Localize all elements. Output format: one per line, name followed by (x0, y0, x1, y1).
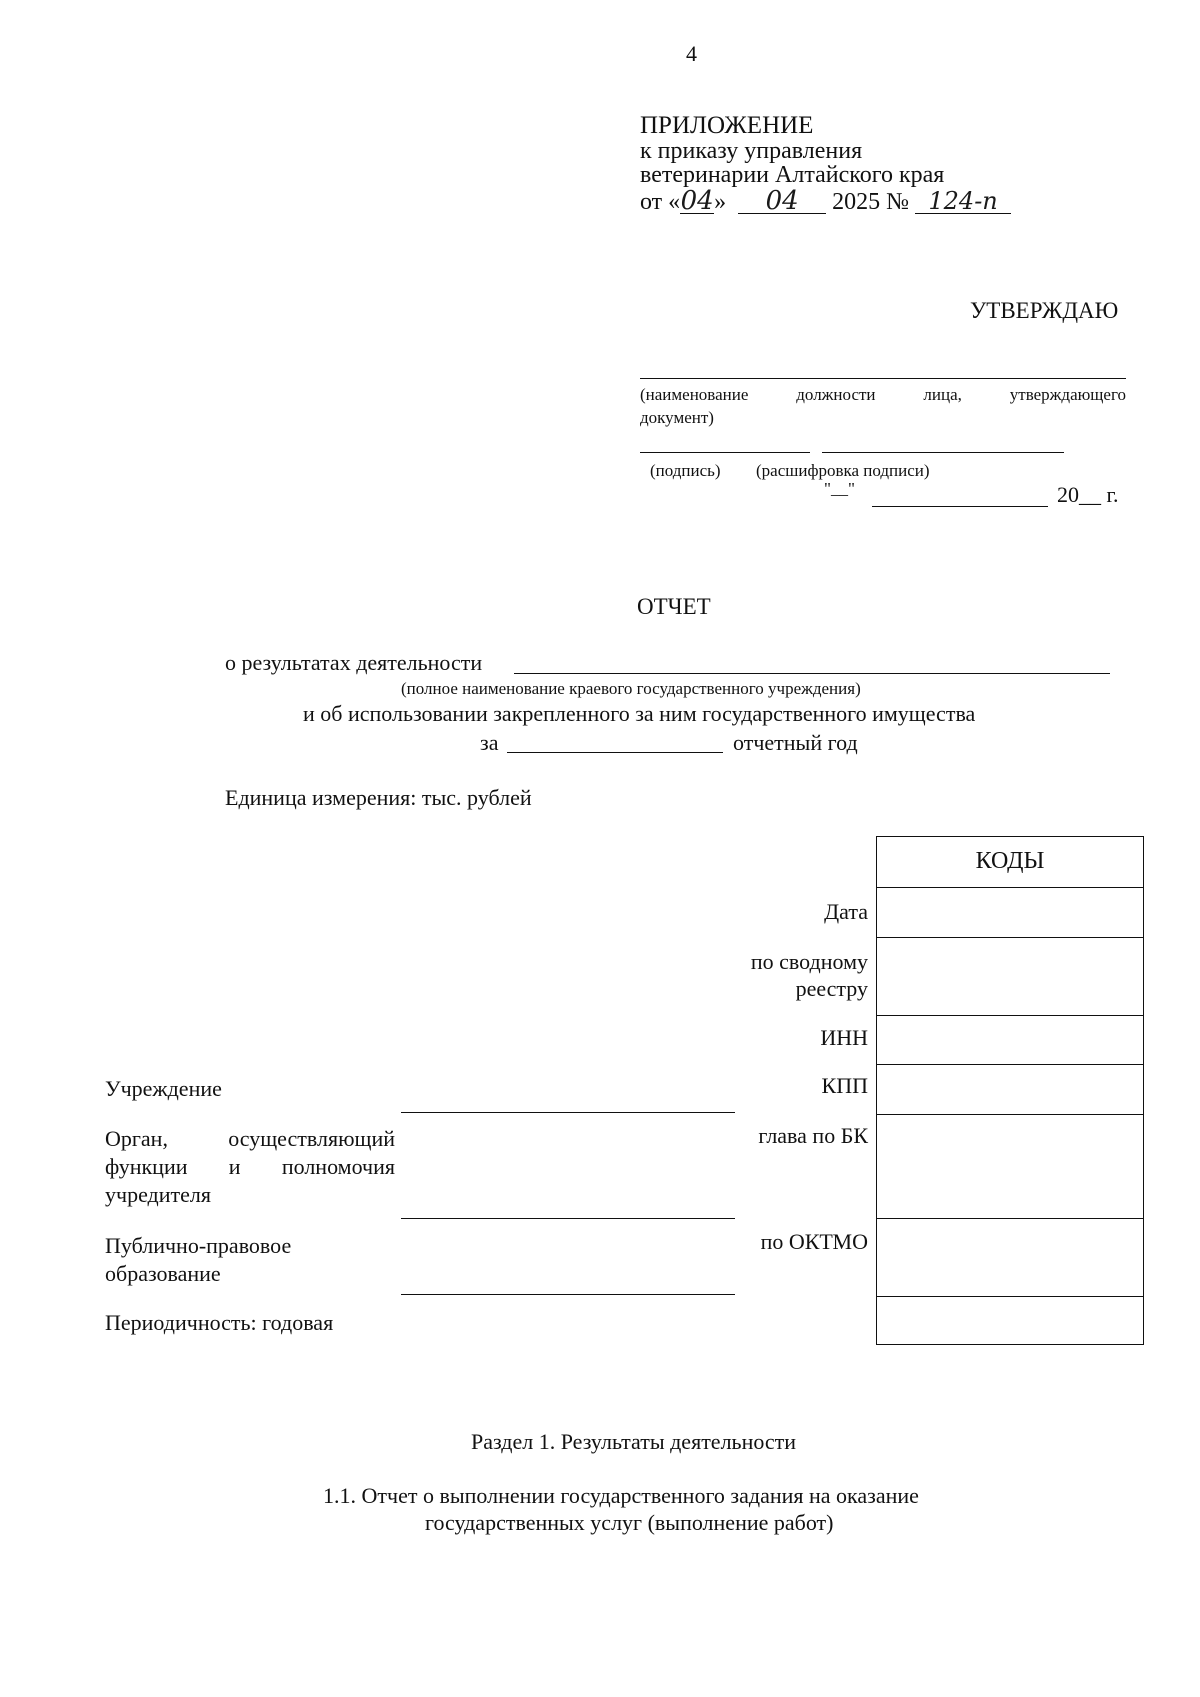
page-number: 4 (686, 41, 697, 66)
section-subtitle-1: 1.1. Отчет о выполнении государственного задания на оказание (323, 1483, 919, 1508)
founder-line-3: учредителя (105, 1182, 211, 1207)
founder-word-1: Орган, (105, 1126, 168, 1151)
code-cell-bk (877, 1114, 1143, 1218)
signature-line (640, 452, 810, 453)
founder-line (401, 1218, 735, 1219)
field-institution: Учреждение (105, 1076, 222, 1101)
codes-header: КОДЫ (975, 848, 1045, 874)
label-registry-2: реестру (795, 976, 868, 1001)
label-kpp: КПП (821, 1073, 868, 1098)
report-line-1: о результатах деятельности (225, 650, 483, 675)
founder-word-3: функции (105, 1154, 188, 1179)
report-for: за (480, 730, 499, 755)
field-public-1: Публично-правовое (105, 1233, 292, 1258)
institution-name-line (514, 673, 1110, 674)
appendix-date-line (640, 187, 1011, 217)
label-inn: ИНН (820, 1025, 868, 1050)
decoding-line (822, 452, 1064, 453)
signature-caption: (подпись) (650, 461, 721, 480)
code-cell-inn (877, 1015, 1143, 1064)
position-caption-2: документ) (640, 408, 714, 427)
appendix-title: ПРИЛОЖЕНИЕ (640, 112, 814, 139)
unit-of-measure: Единица измерения: тыс. рублей (225, 785, 532, 810)
year-line (507, 752, 723, 753)
report-period: отчетный год (733, 730, 858, 755)
appendix-line-2: ветеринарии Алтайского края (640, 162, 945, 188)
report-line-2: и об использовании закрепленного за ним государственного имущества (303, 701, 976, 726)
field-founder (105, 1125, 395, 1209)
founder-word-2: осуществляющий (228, 1126, 395, 1151)
approval-date-quotes: "__" (824, 479, 855, 498)
date-prefix: от « (640, 189, 681, 215)
approval-year: 20__ г. (1057, 482, 1119, 507)
position-caption: (наименование должности лица, утверждающего (640, 385, 1126, 404)
code-cell-oktmo (877, 1218, 1143, 1296)
code-cell-kpp (877, 1064, 1143, 1114)
date-month: 04 (738, 189, 826, 214)
label-bk: глава по БК (758, 1123, 868, 1148)
approval-month-line (872, 506, 1048, 507)
order-number: 124-п (915, 189, 1011, 214)
code-cell-date (877, 887, 1143, 937)
section-title: Раздел 1. Результаты деятельности (471, 1429, 797, 1454)
appendix-line-1: к приказу управления (640, 138, 863, 164)
institution-caption: (полное наименование краевого государственного учреждения) (401, 679, 861, 698)
date-day: 04 (680, 186, 714, 216)
date-year: 2025 № (832, 189, 910, 215)
report-title: ОТЧЕТ (637, 594, 711, 619)
section-subtitle-2: государственных услуг (выполнение работ) (425, 1510, 834, 1535)
appendix-block (640, 112, 1011, 217)
approval-title: УТВЕРЖДАЮ (970, 298, 1119, 323)
position-line (640, 378, 1126, 379)
institution-line (401, 1112, 735, 1113)
field-public-2: образование (105, 1261, 221, 1286)
founder-word-4: и (228, 1154, 241, 1179)
founder-word-5: полномочия (281, 1154, 395, 1179)
label-oktmo: по ОКТМО (760, 1229, 868, 1254)
decoding-caption: (расшифровка подписи) (756, 461, 930, 480)
public-line (401, 1294, 735, 1295)
code-cell-period (877, 1296, 1143, 1344)
code-cell-registry (877, 937, 1143, 1015)
label-date: Дата (824, 899, 868, 924)
codes-table (876, 836, 1144, 1345)
label-registry-1: по сводному (750, 949, 868, 974)
date-mid: » (714, 189, 727, 215)
field-periodicity: Периодичность: годовая (105, 1310, 334, 1335)
